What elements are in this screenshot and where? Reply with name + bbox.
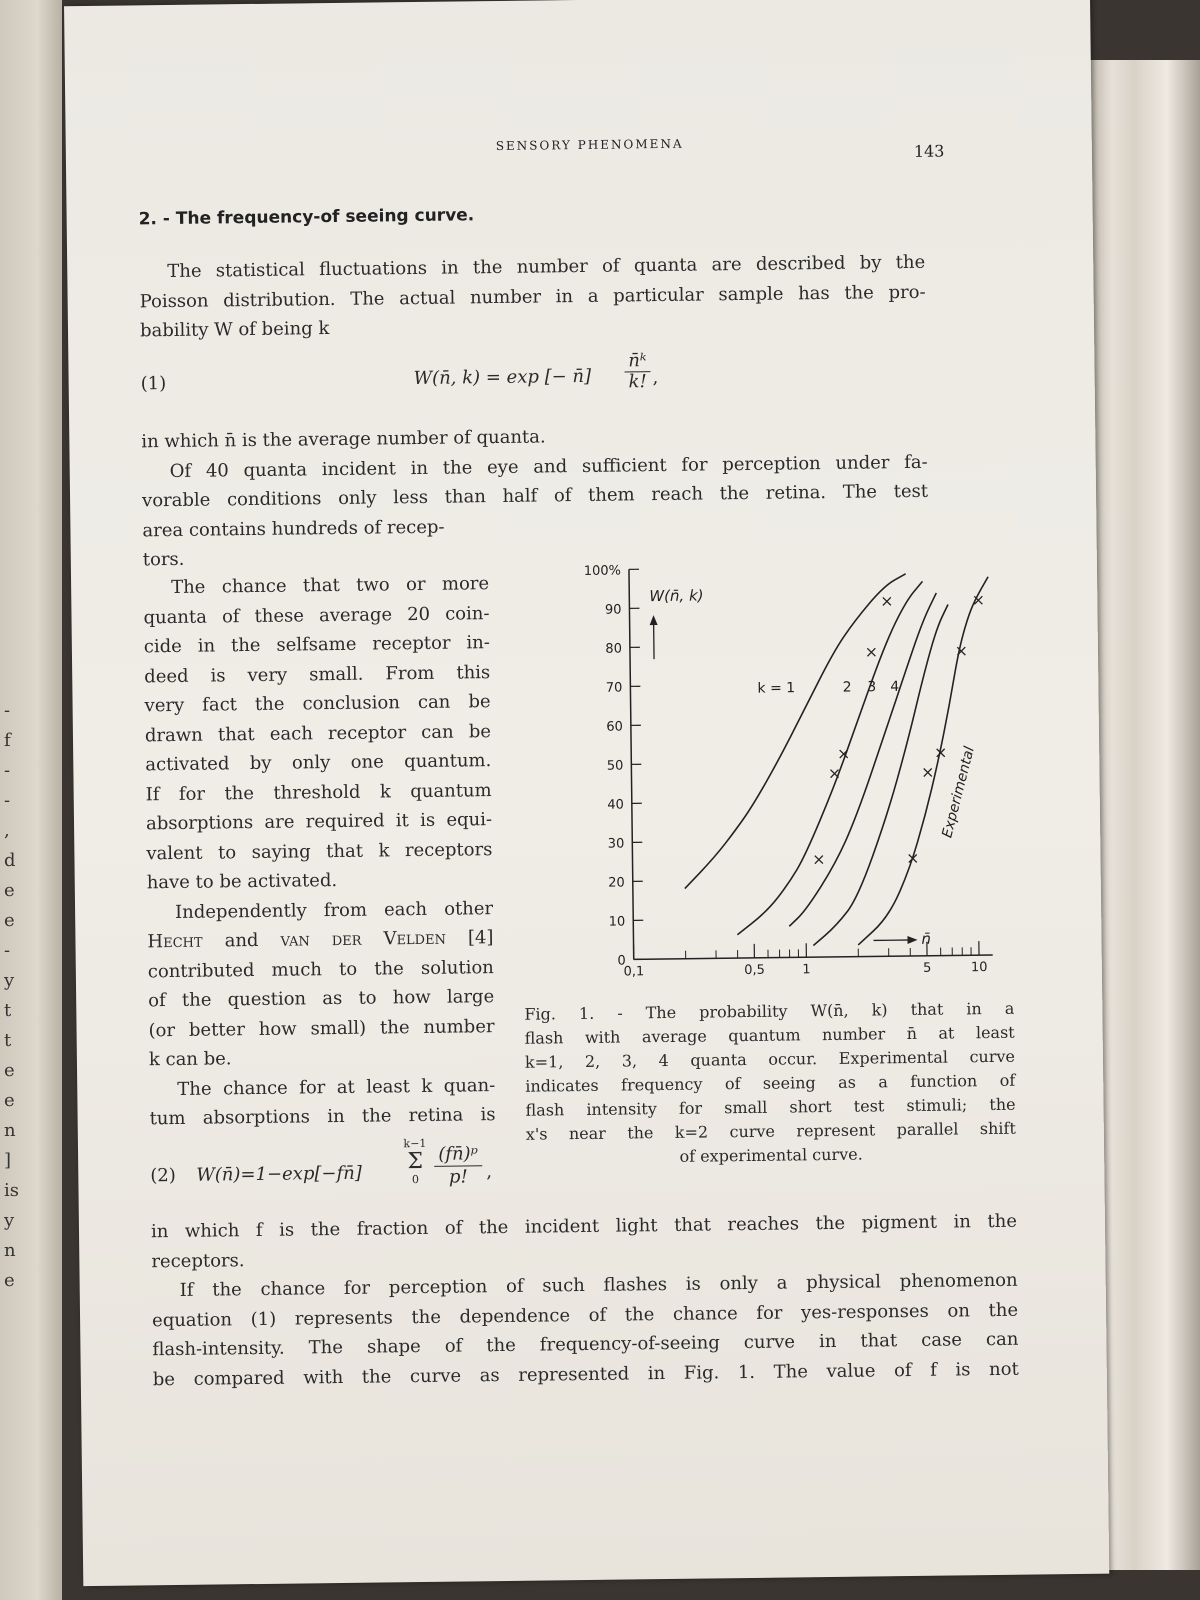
text-line: cide in the selfsame receptor in- [143,632,490,658]
text-line: of the question as to how large [148,986,495,1012]
text-line: have to be activated. [146,869,338,894]
equation-2-numerator: (fn̄)ᵖ [434,1143,482,1167]
equation-2-lower-limit: 0 [411,1173,419,1187]
facing-page-fragment: y [4,1210,15,1231]
series-label: 2 [842,679,852,696]
text-line: in which f is the fraction of the incident light that reaches the pigment in the [150,1210,1018,1243]
text-line: in which n̄ is the average number of quanta. [141,426,546,453]
paragraph-1 [139,248,926,346]
text-line: tum absorptions in the retina is [149,1104,496,1130]
y-tick-label: 80 [605,641,623,657]
citation: [4] [467,927,494,949]
equation-1-numerator: n̄ᵏ [624,351,650,372]
y-tick-label: 30 [607,836,625,852]
caption-line: Fig. 1. - The probability W(n̄, k) that in a [524,998,1015,1024]
series-curve-k-1 [681,574,909,889]
series-label-experimental: Experimental [939,745,978,840]
series-label: k = 1 [757,680,796,697]
text-line: If for the threshold k quantum [145,779,492,805]
text-line: contributed much to the solution [147,956,494,982]
text-line: quanta of these average 20 coin- [143,602,490,628]
text-line: deed is very small. From this [144,661,491,687]
text-line: Independently from each other [174,897,494,923]
y-axis-arrowhead [650,615,658,625]
equation-2-sum [400,1138,431,1186]
facing-page-fragment: - [4,940,11,961]
text-word: and [224,929,259,952]
y-tick-label: 100% [583,563,622,579]
experimental-point [924,768,932,776]
facing-page-fragment: t [4,1030,12,1051]
book-page [64,0,1109,1586]
y-tick-label: 90 [604,602,622,618]
text-line [147,923,493,957]
caption-line: flash intensity for small short test stimuli; the [525,1094,1016,1120]
text-line: Poisson distribution. The actual number in a particular sample has the pro- [139,281,926,312]
text-line: equation (1) represents the dependence of the chance for yes-responses on the [151,1299,1019,1331]
text-line: (or better how small) the number [148,1015,495,1041]
figure-1-caption [524,997,1016,1171]
text-line: Of 40 quanta incident in the eye and sufficient for perception under fa- [169,451,928,482]
text-line: If the chance for perception of such flashes is only a physical phenomenon [179,1269,1018,1301]
paragraph-column [143,569,496,1134]
figure-1-chart [583,555,1008,1000]
facing-page-fragment: n [4,1120,16,1141]
caption-line: indicates frequency of seeing as a function of [525,1070,1016,1096]
y-tick-label: 60 [606,719,623,735]
equation-2-upper-limit: k−1 [403,1136,427,1151]
y-tick-label: 0 [617,953,626,969]
text-line: bability W of being k [139,318,330,342]
caption-line: flash with average quantum number n̄ at least [524,1022,1015,1048]
facing-page-fragment: e [4,880,15,901]
running-header: SENSORY PHENOMENA [495,136,684,154]
facing-page-edge [0,0,62,1600]
text-line: very fact the conclusion can be [144,691,491,717]
series-label: 3 [867,679,877,696]
equation-2-tail: , [486,1161,493,1183]
y-tick-label: 50 [606,758,624,774]
section-title: 2. - The frequency-of seeing curve. [138,205,475,230]
paragraph-bottom [151,1207,1019,1395]
equation-1-fraction [624,351,650,392]
facing-page-fragment: ] [4,1150,12,1171]
text-line: be compared with the curve as represented in Fig. 1. The value of f is not [152,1358,1019,1390]
facing-page-fragment: - [4,700,11,721]
x-tick-label: 1 [802,962,811,978]
facing-page-fragment: n [4,1240,16,1261]
equation-2-denominator: p! [448,1166,468,1188]
caption-line: k=1, 2, 3, 4 quanta occur. Experimental curve [524,1046,1016,1072]
y-tick-label: 10 [608,914,626,930]
shifted-point [815,856,823,864]
y-tick-label: 40 [607,797,624,813]
caption-line: x's near the k=2 curve represent parallel shift [525,1118,1016,1144]
shifted-point [883,597,891,605]
facing-page-fragment: e [4,1270,15,1291]
author-name: Hecht [147,930,203,953]
x-axis-arrowhead [907,936,917,944]
x-tick-label: 0,1 [623,964,645,980]
text-line: drawn that each receptor can be [144,720,492,746]
x-tick-label: 10 [970,960,988,976]
facing-page-fragment: d [4,850,16,871]
paragraph-2 [141,418,929,575]
equation-2-fraction [434,1143,483,1189]
shifted-point [867,648,875,656]
text-line: tors. [142,548,185,571]
caption-line: of experimental curve. [679,1144,863,1166]
facing-page-fragment: y [4,970,15,991]
equation-2-lhs: W(n̄)=1−exp[−fn̄] [196,1162,362,1186]
text-line: activated by only one quantum. [145,750,492,776]
facing-page-fragment: , [4,820,10,841]
facing-page-fragment: t [4,1000,12,1021]
series-label: 4 [890,678,900,696]
author-name: van der Velden [280,927,447,951]
text-line: area contains hundreds of recep- [142,516,445,541]
text-line: vorable conditions only less than half of them reach the retina. The test [141,480,929,512]
text-line: absorptions are required it is equi- [145,809,493,835]
equation-2-label: (2) [150,1164,176,1187]
equation-1-denominator: k! [628,371,647,393]
equation-1-lhs: W(n̄, k) = exp [− n̄] [413,365,592,390]
text-line: The chance that two or more [171,573,490,599]
book-page-stack [1090,60,1200,1570]
text-line: flash-intensity. The shape of the frequency-of-seeing curve in that case can [152,1328,1019,1361]
facing-page-fragment: - [4,790,11,811]
y-axis-label: W(n̄, k) [649,586,704,606]
facing-page-fragment: e [4,1090,15,1111]
page-number: 143 [913,141,945,161]
facing-page-fragment: - [4,760,11,781]
facing-page-fragment: e [4,1060,15,1081]
equation-2-sigma: Σ [407,1148,424,1175]
equation-1-tail: , [652,367,659,389]
shifted-point [830,770,838,778]
text-line: valent to saying that k receptors [146,838,493,864]
text-line: receptors. [151,1249,245,1272]
x-axis-label: n̄ [921,929,932,948]
x-tick-label: 0,5 [744,962,765,979]
y-tick-label: 20 [608,875,625,891]
series-curve-k-3 [785,593,940,926]
x-tick-label: 5 [922,960,932,976]
series-curve-k-2 [733,581,927,934]
text-line: k can be. [148,1048,232,1071]
x-axis-line [634,955,993,959]
facing-page-fragment: is [4,1180,19,1201]
text-line: The statistical fluctuations in the number of quanta are described by the [167,251,926,283]
facing-page-fragment: f [4,730,11,751]
text-line: The chance for at least k quan- [177,1074,496,1100]
y-tick-label: 70 [605,680,623,696]
facing-page-fragment: e [4,910,15,931]
equation-1-label: (1) [140,373,167,395]
